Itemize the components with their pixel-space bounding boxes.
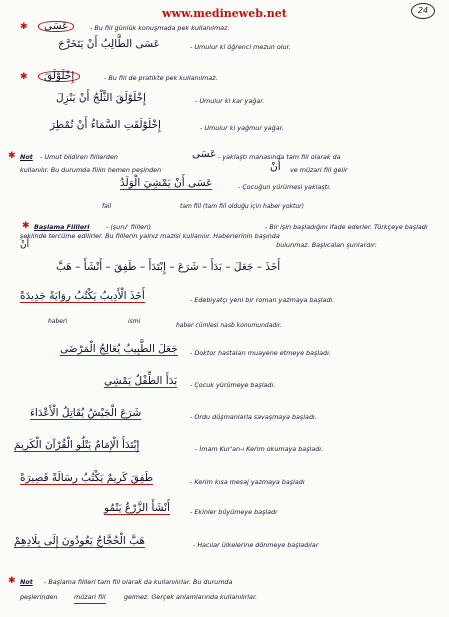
note1-tamfiil-label: tam fiil (tam fiil olduğu için haber yoktur)	[180, 203, 304, 210]
example-arabic: جَعَلَ الطَّبِيبُ يُعَالِجُ الْمَرْضَى	[60, 343, 178, 355]
example-arabic: بَدَأَ الطِّفْلُ يَمْشِي	[104, 375, 178, 387]
note2-line2-a: peşlerinden	[20, 593, 58, 601]
star-icon: ✱	[20, 72, 28, 82]
note2-label: Not	[20, 578, 33, 586]
example-turkish: - Ordu düşmanlarla savaşmaya başladı.	[190, 413, 317, 421]
example-turkish: - İmam Kur'an-ı Kerim okumaya başladı.	[195, 445, 324, 453]
note1-line1-arabic: عَسَى	[192, 148, 217, 160]
ihlevleka-example1-turkish: - Umulur ki kar yağar.	[195, 97, 265, 105]
asa-example-turkish: - Umulur ki öğrenci mezun olur.	[190, 43, 291, 51]
site-url[interactable]: www.medineweb.net	[162, 7, 287, 20]
note1-line2-b: ve müzari fiil gelir	[290, 166, 348, 174]
example-arabic: شَرَعَ الْجَيْشُ يُقَاتِلُ الْأَعْدَاءَ	[30, 407, 142, 419]
note1-example-turkish: - Çocuğun yürümesi yaklaştı.	[238, 183, 331, 191]
ismi-label: ismi	[128, 318, 141, 325]
baslama-p1: - Bir işin başladığını ifade ederler. Türkçeye başladı şeklinde tercüme edilirler. Bu fiillerin yalnız mazisi kullanılır. Haberlerinin başında	[20, 223, 428, 240]
baslama-p1-b: bulunmaz. Başlıcaları şunlardır:	[276, 241, 377, 249]
asa-desc: - Bu fiil günlük konuşmada pek kullanılmaz.	[90, 24, 230, 32]
ihlevleka-example2-arabic: إِخْلَوْلَقَتِ السَّمَاءُ أَنْ تُمْطِرَ	[50, 119, 161, 131]
example-arabic: طَفِقَ كَرِيمٌ يَكْتُبُ رِسَالَةً قَصِيرَةً	[20, 472, 154, 484]
note1-line1-a: - Umut bildiren fiillerden	[40, 153, 118, 161]
asa-example-arabic: عَسَى الطَّالِبُ أَنْ يَتَخَرَّجَ	[58, 38, 160, 50]
haber-note: haber cümlesi nasb konumundadır.	[176, 322, 282, 329]
note1-line2-a: kullanılır. Bu durumda fiilin hemen peşinden	[20, 166, 162, 174]
star-icon: ✱	[8, 576, 16, 586]
page-number: 24	[411, 3, 435, 19]
note1-label: Not	[20, 153, 33, 161]
baslama-title-paren: - (şuru' fiilleri)	[106, 223, 151, 231]
baslama-verb-list: أَخَذَ – جَعَلَ – بَدَأَ – شَرَعَ – إِبْتَدَأَ – طَفِقَ – أَنْشَأَ – هَبَّ	[56, 261, 281, 273]
note2-line2-emphasis: müzari fiil	[74, 593, 106, 604]
example-turkish: - Kerim kısa mesaj yazmaya başladı	[190, 478, 305, 486]
example-turkish: - Hacılar ülkelerine dönmeye başladılar	[193, 541, 319, 549]
example-turkish: - Doktor hastaları muayene etmeye başladı.	[190, 349, 331, 357]
note1-line1-b: - yaklaştı manasında tam fiil olarak da	[218, 153, 341, 161]
example-turkish: - Ekinler büyümeye başladı	[190, 508, 277, 516]
example-arabic: هَبَّ الْحُجَّاجُ يَعُودُونَ إِلَى بِلَادِهِمْ	[14, 535, 145, 547]
note2-line2-b: gelmez. Gerçek anlamlarında kullanılırlar.	[124, 593, 258, 601]
note1-line2-arabic: أَنْ	[270, 161, 281, 173]
note1-fail-label: fail	[102, 203, 112, 210]
star-icon: ✱	[20, 22, 28, 32]
ihlevleka-example1-arabic: إِخْلَوْلَقَ الثَّلْجُ أَنْ يَنْزِلَ	[56, 92, 146, 104]
example-arabic: أَخَذَ الْأَدِيبُ يَكْتُبُ رِوَايَةً جَدِيدَةً	[20, 290, 145, 302]
baslama-paragraph	[20, 223, 435, 250]
asa-word: عَسَى	[38, 21, 74, 32]
example-arabic: أَنْشَأَ الزَّرْعُ يَنْمُو	[104, 502, 170, 514]
ihlevleka-desc: - Bu fiil de pratikte pek kullanılmaz.	[104, 74, 218, 82]
ihlevleka-example2-turkish: - Umulur ki yağmur yağar.	[200, 124, 284, 132]
haberi-label: haberi	[48, 318, 68, 325]
baslama-title: Başlama Fiilleri	[34, 223, 90, 231]
star-icon: ✱	[8, 151, 16, 161]
baslama-p1-arabic: أَنْ	[20, 240, 30, 250]
example-turkish: - Edebiyatçı yeni bir roman yazmaya başladı.	[190, 296, 335, 304]
example-turkish: - Çocuk yürümeye başladı.	[190, 381, 276, 389]
example-arabic: إِبْتَدَأَ الْإِمَامُ يَتْلُو الْقُرْآنَ الْكَرِيمَ	[14, 439, 140, 451]
ihlevleka-word: إِخْلَوْلَقَ	[38, 71, 80, 82]
star-icon: ✱	[22, 221, 30, 231]
note1-example-arabic: عَسَى أَنْ يَمْشِيَ الْوَلَدُ	[120, 177, 213, 189]
note2-line1-text: - Başlama fiilleri tam fiil olarak da kullanılırlar. Bu durumda	[44, 578, 233, 586]
